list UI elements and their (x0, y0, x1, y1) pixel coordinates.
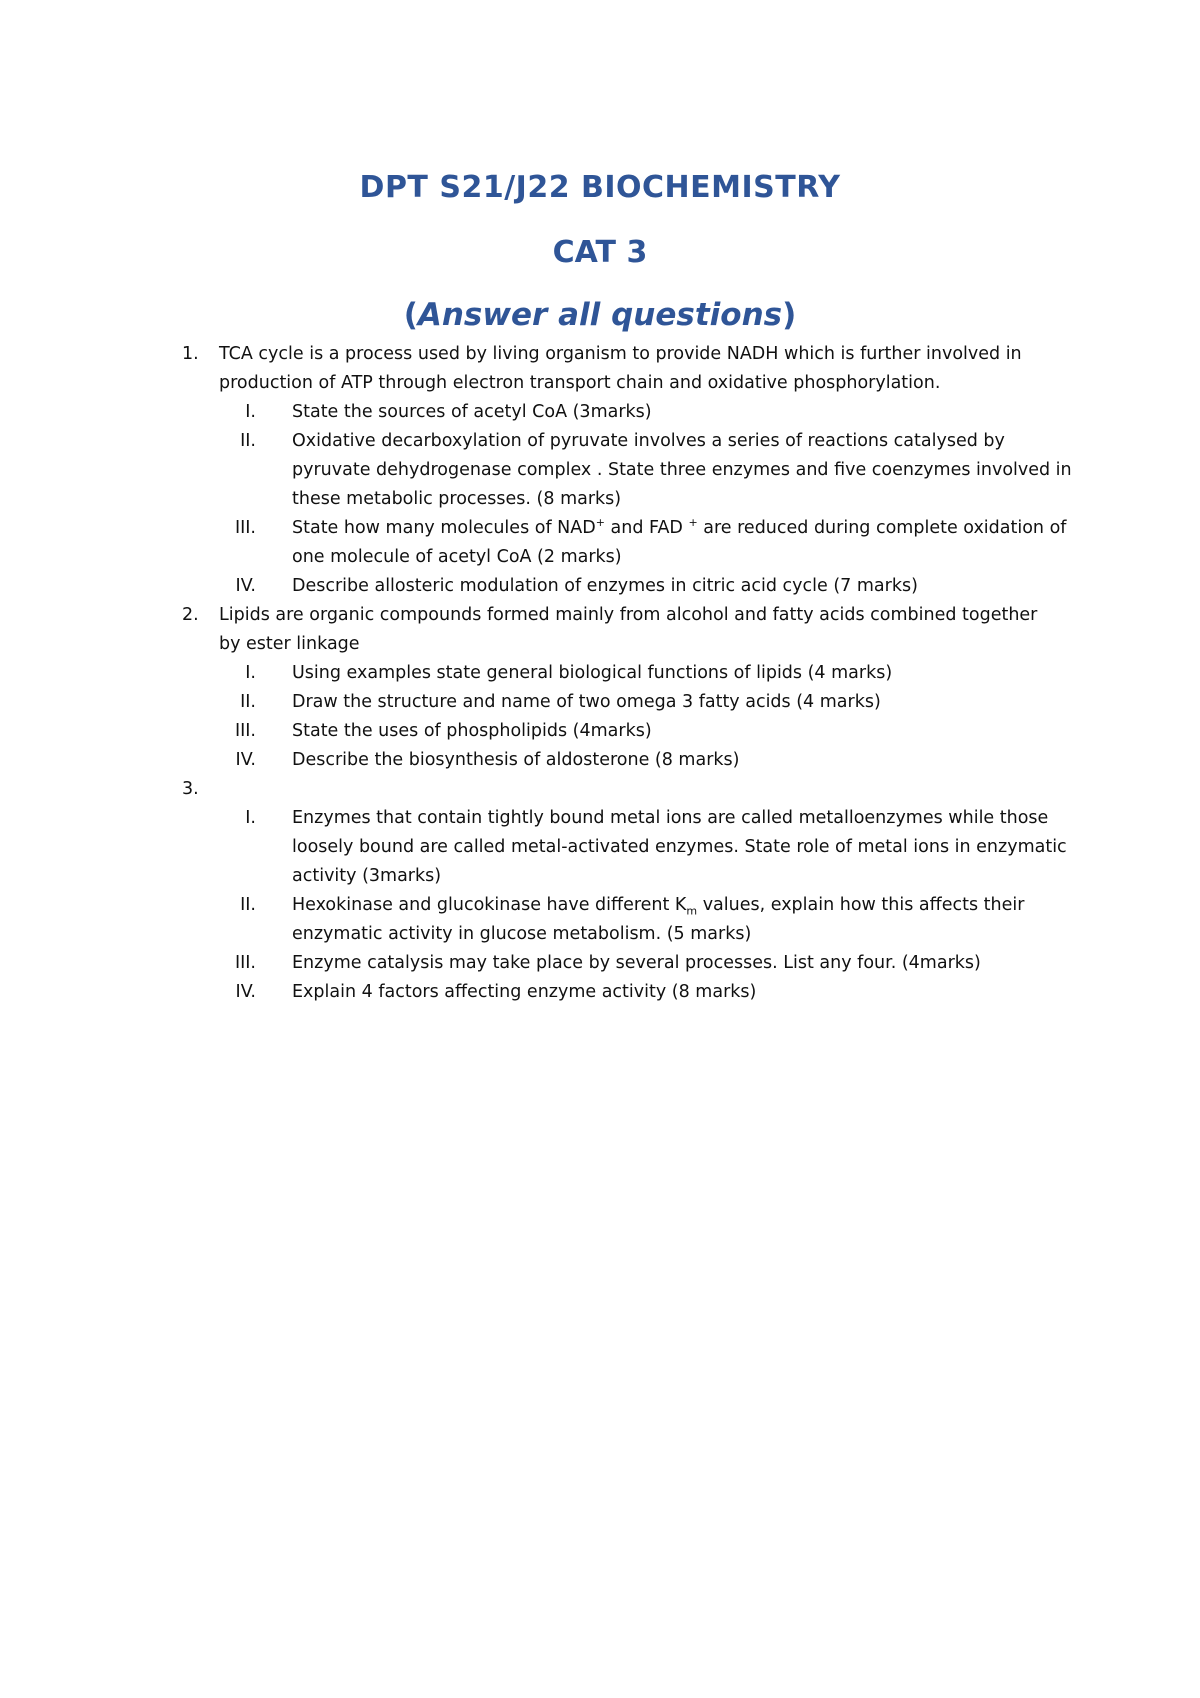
question-2 (0, 601, 1059, 659)
sub-question-2-ii (0, 688, 1072, 717)
sub-question-number: II. (240, 692, 256, 712)
subscript-m: m (686, 904, 698, 918)
sub-question-3-ii (0, 891, 1072, 949)
text-part-b: values, explain how this affects their enzymatic activity in glucose metabolism. (5 marks) (292, 895, 1025, 944)
sub-question-number: IV. (235, 576, 256, 596)
sub-question-number: III. (234, 721, 256, 741)
sub-question-2-iv (0, 746, 1072, 775)
sub-question-text: Oxidative decarboxylation of pyruvate involves a series of reactions catalysed by pyruvate dehydrogenase complex . State three enzymes and five coenzymes involved in these metabolic processes. (8 marks) (292, 431, 1072, 509)
text-part-b: and FAD (604, 518, 689, 538)
sub-question-number: III. (234, 953, 256, 973)
sub-question-number: IV. (235, 982, 256, 1002)
text-part-a: State how many molecules of NAD (292, 518, 596, 538)
question-number: 2. (182, 605, 199, 625)
sub-question-number: IV. (235, 750, 256, 770)
instruction-heading (0, 297, 1200, 333)
sub-question-1-ii (0, 427, 1072, 514)
question-number: 3. (182, 779, 199, 799)
instruction-open-paren: ( (403, 297, 418, 333)
question-text: TCA cycle is a process used by living organism to provide NADH which is further involved in production of ATP through electron transport chain and oxidative phosphorylation. (219, 344, 1022, 393)
text-part-a: Hexokinase and glucokinase have different K (292, 895, 687, 915)
sub-question-text (292, 518, 1066, 567)
instruction-close-paren: ) (782, 297, 797, 333)
sub-question-1-i (0, 398, 1072, 427)
sub-question-text: Describe the biosynthesis of aldosterone (8 marks) (292, 750, 740, 770)
sub-question-1-iii (0, 514, 1072, 572)
question-text: Lipids are organic compounds formed mainly from alcohol and fatty acids combined together by ester linkage (219, 605, 1038, 654)
sub-question-text: State the uses of phospholipids (4marks) (292, 721, 652, 741)
sub-question-2-i (0, 659, 1072, 688)
sub-question-text: Enzymes that contain tightly bound metal ions are called metalloenzymes while those loosely bound are called metal-activated enzymes. State role of metal ions in enzymatic activity (3marks) (292, 808, 1067, 886)
sub-question-number: II. (240, 431, 256, 451)
question-3 (0, 775, 1059, 804)
sub-question-2-iii (0, 717, 1072, 746)
sub-question-number: I. (245, 808, 256, 828)
sub-question-number: III. (234, 518, 256, 538)
sub-question-text: Explain 4 factors affecting enzyme activity (8 marks) (292, 982, 757, 1002)
sub-question-text: Enzyme catalysis may take place by several processes. List any four. (4marks) (292, 953, 981, 973)
sub-question-number: I. (245, 663, 256, 683)
text-part-c: are reduced during complete oxidation of one molecule of acetyl CoA (2 marks) (292, 518, 1067, 567)
sub-question-number: II. (240, 895, 256, 915)
instruction-text: Answer all questions (417, 297, 783, 333)
sub-question-text: Using examples state general biological functions of lipids (4 marks) (292, 663, 893, 683)
superscript-plus: + (688, 516, 698, 530)
document-title: DPT S21/J22 BIOCHEMISTRY (359, 170, 841, 205)
sub-question-text: Draw the structure and name of two omega 3 fatty acids (4 marks) (292, 692, 881, 712)
question-1 (0, 340, 1059, 398)
sub-question-text: Describe allosteric modulation of enzymes in citric acid cycle (7 marks) (292, 576, 918, 596)
sub-question-number: I. (245, 402, 256, 422)
questions-list (0, 340, 1200, 1007)
superscript-plus: + (595, 516, 605, 530)
sub-question-text: State the sources of acetyl CoA (3marks) (292, 402, 652, 422)
sub-question-3-iii (0, 949, 1072, 978)
question-number: 1. (182, 344, 199, 364)
sub-question-3-iv (0, 978, 1072, 1007)
sub-question-3-i (0, 804, 1072, 891)
document-subtitle: CAT 3 (552, 235, 648, 270)
sub-question-text (292, 895, 1024, 944)
sub-question-1-iv (0, 572, 1072, 601)
